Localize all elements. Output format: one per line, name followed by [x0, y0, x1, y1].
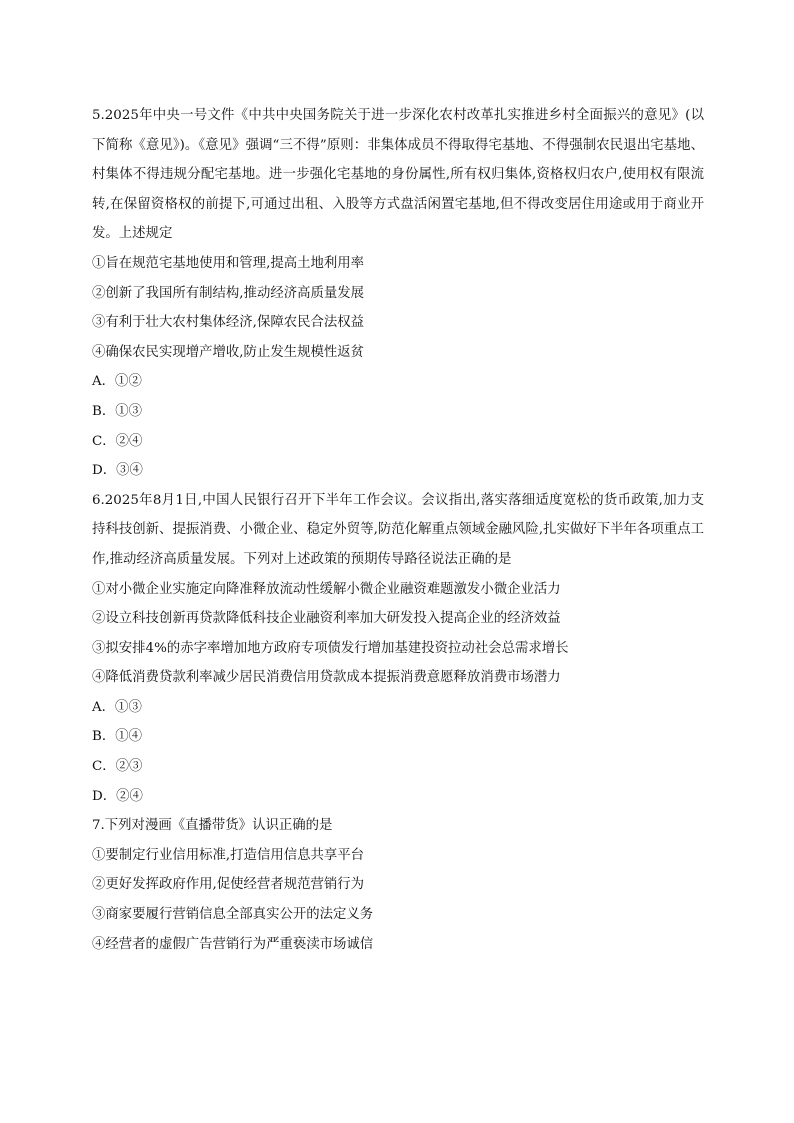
statement-3: ③商家要履行营销信息全部真实公开的法定义务 [92, 907, 374, 923]
statement-2: ②设立科技创新再贷款降低科技企业融资利率加大研发投入提高企业的经济效益 [92, 611, 561, 627]
statement-3: ③拟安排4%的赤字率增加地方政府专项债发行增加基建投资拉动社会总需求增长 [92, 640, 569, 656]
statement-3: ③有利于壮大农村集体经济,保障农民合法权益 [92, 315, 365, 331]
statement-4: ④降低消费贷款利率减少居民消费信用贷款成本提振消费意愿释放消费市场潜力 [92, 670, 561, 686]
option-a: A．①③ [92, 699, 142, 715]
option-c: C．②③ [92, 759, 143, 775]
question-5 [92, 101, 704, 486]
option-b: B．①③ [92, 403, 143, 419]
statement-2: ②更好发挥政府作用,促使经营者规范营销行为 [92, 877, 365, 893]
statement-2: ②创新了我国所有制结构,推动经济高质量发展 [92, 285, 365, 301]
option-b: B．①④ [92, 729, 143, 745]
statement-1: ①对小微企业实施定向降准释放流动性缓解小微企业融资难题激发小微企业活力 [92, 581, 561, 597]
statement-1: ①要制定行业信用标准,打造信用信息共享平台 [92, 847, 365, 863]
statement-4: ④经营者的虚假广告营销行为严重亵渎市场诚信 [92, 936, 374, 952]
statement-4: ④确保农民实现增产增收,防止发生规模性返贫 [92, 344, 365, 360]
question-6 [92, 486, 704, 812]
option-d: D．③④ [92, 463, 143, 479]
option-d: D．②④ [92, 788, 143, 804]
statement-1: ①旨在规范宅基地使用和管理,提高土地利用率 [92, 255, 365, 271]
option-c: C．②④ [92, 433, 143, 449]
question-7 [92, 811, 704, 959]
question-stem: 6.2025年8月1日,中国人民银行召开下半年工作会议。会议指出,落实落细适度宽松的货币政策,加力支持科技创新、提振消费、小微企业、稳定外贸等,防范化解重点领域金融风险,扎实做好下半年各项重点工作,推动经济高质量发展。下列对上述政策的预期传导路径说法正确的是 [92, 492, 704, 567]
question-stem: 7.下列对漫画《直播带货》认识正确的是 [92, 818, 333, 834]
question-stem: 5.2025年中央一号文件《中共中央国务院关于进一步深化农村改革扎实推进乡村全面振兴的意见》(以下简称《意见》)。《意见》强调“三不得”原则：非集体成员不得取得宅基地、不得强制农民退出宅基地、村集体不得违规分配宅基地。进一步强化宅基地的身份属性,所有权归集体,资格权归农户,使用权有限流转,在保留资格权的前提下,可通过出租、入股等方式盘活闲置宅基地,但不得改变居住用途或用于商业开发。上述规定 [92, 108, 704, 242]
option-a: A．①② [92, 374, 142, 390]
exam-page [92, 101, 704, 959]
